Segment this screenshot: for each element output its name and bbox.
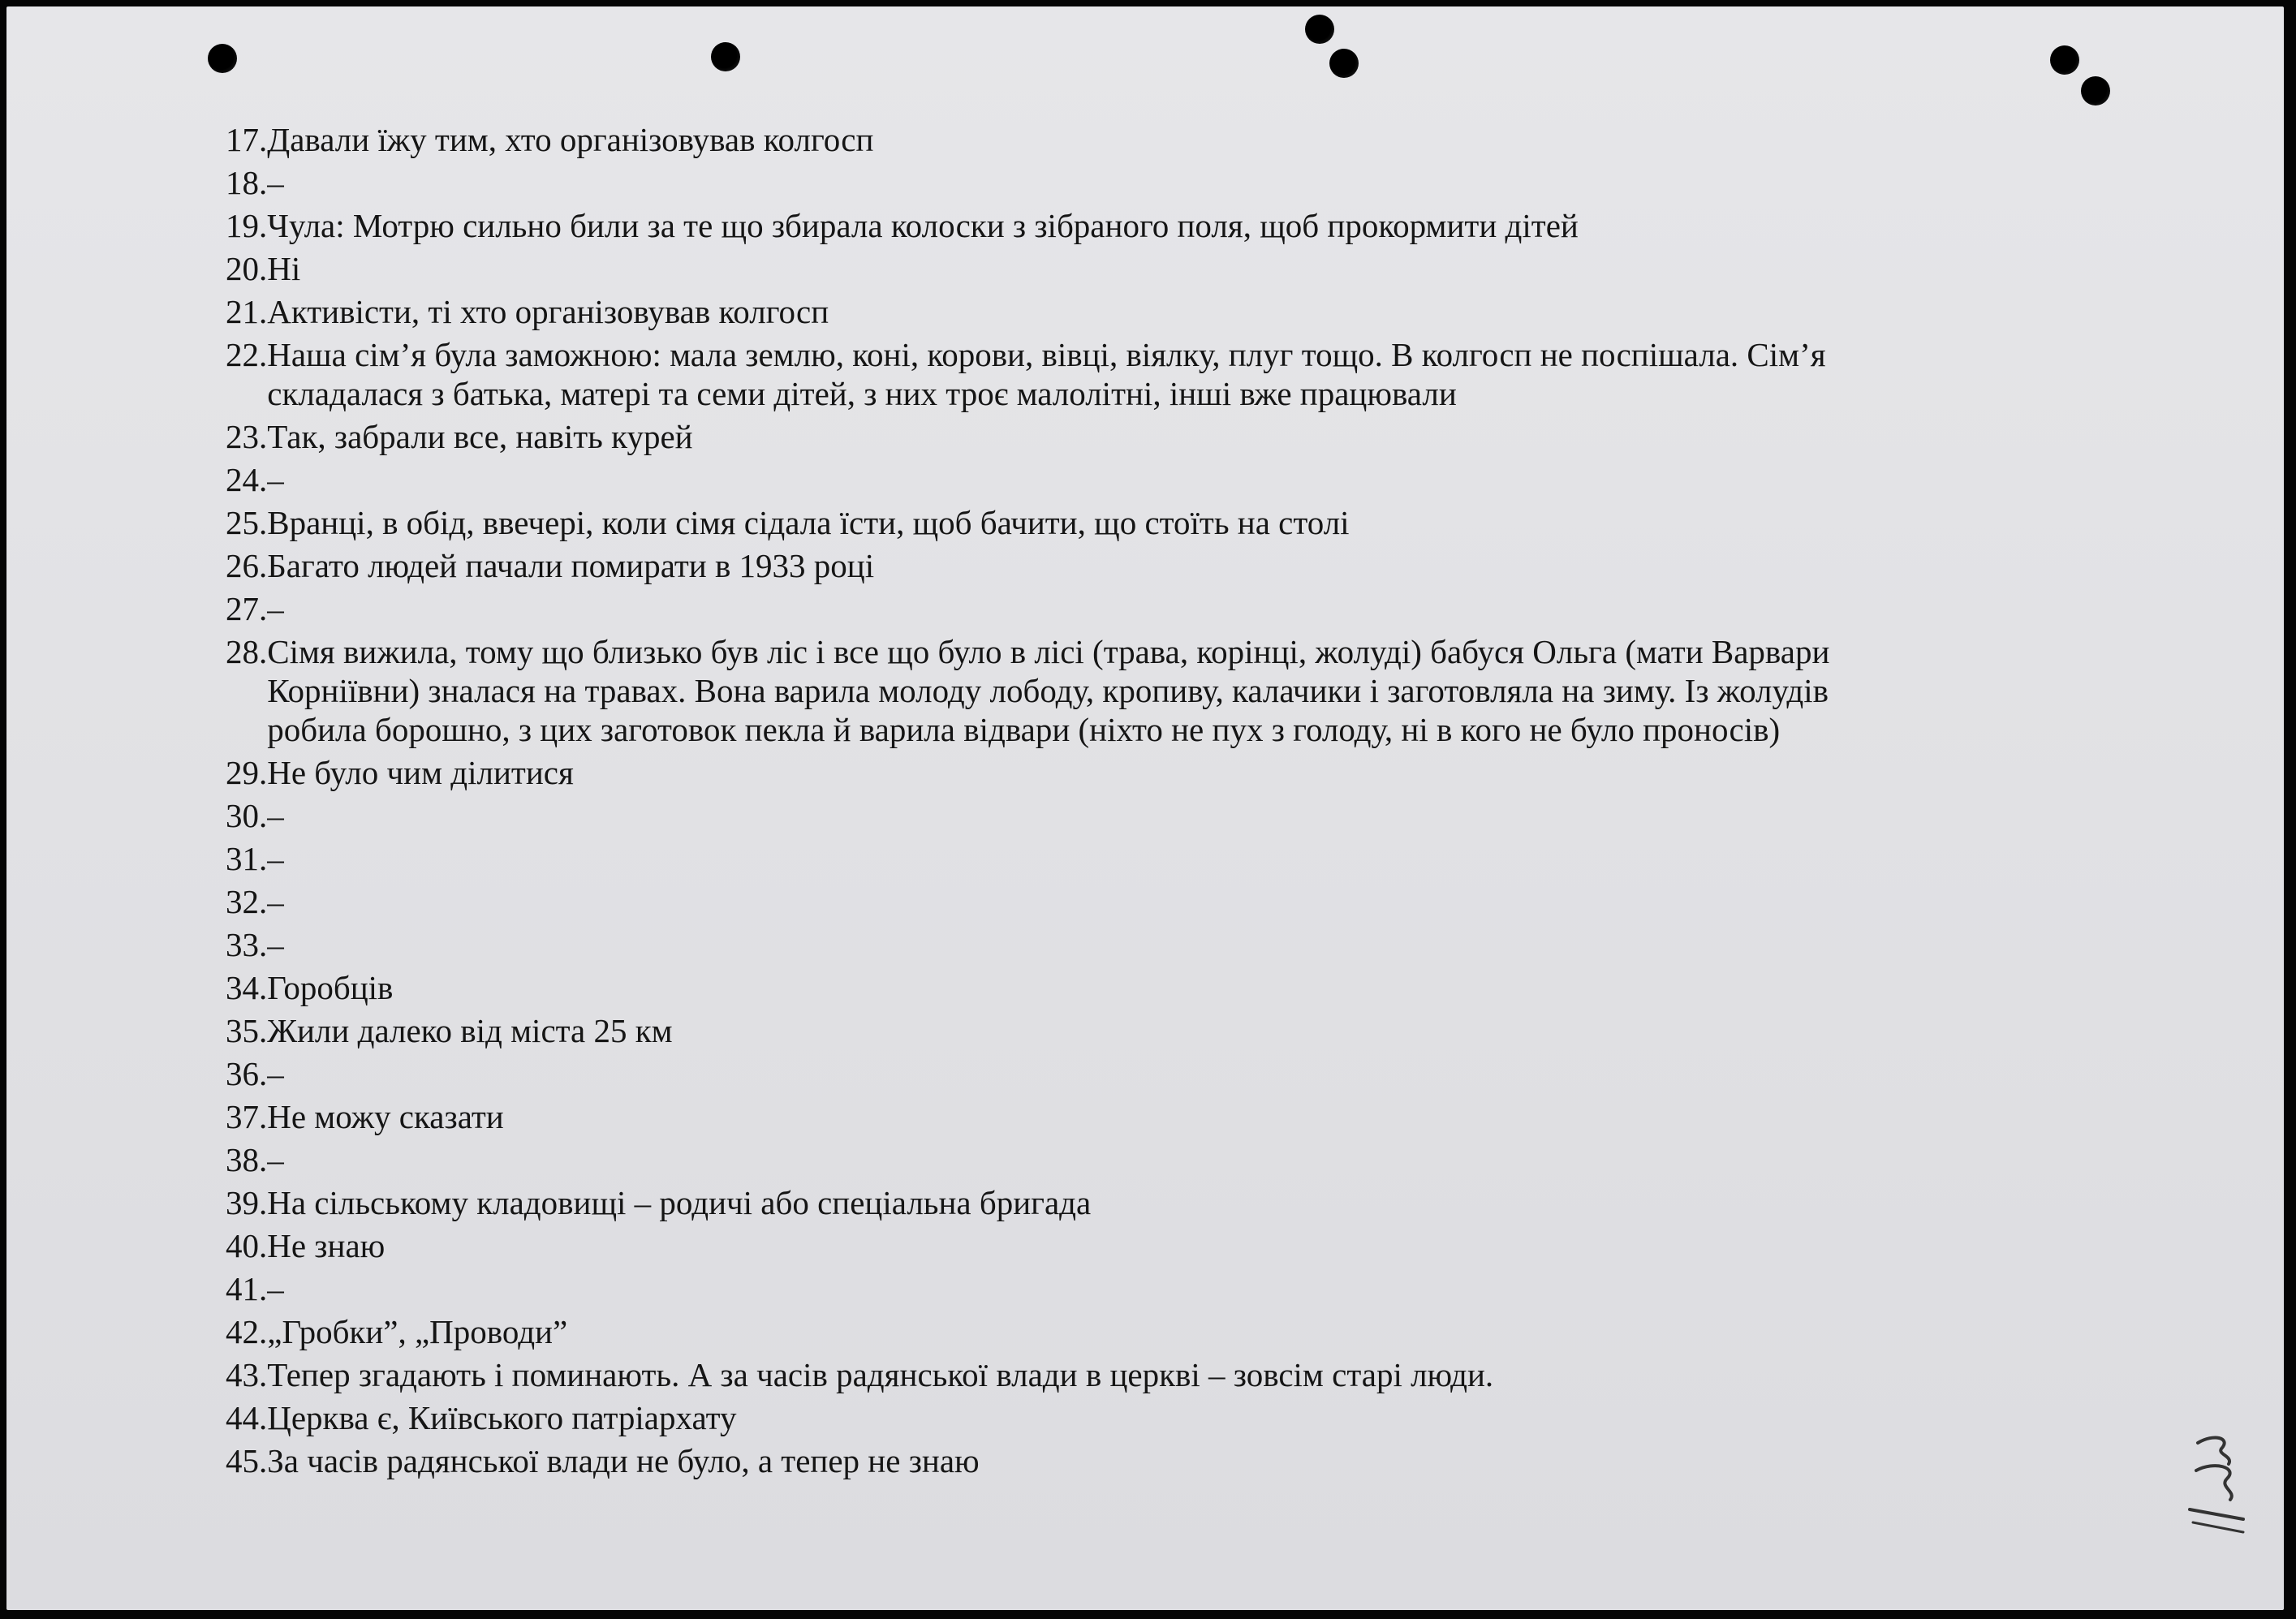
handwritten-page-number bbox=[2165, 1419, 2263, 1540]
answer-text: – bbox=[267, 1055, 284, 1092]
answer-text: Не знаю bbox=[267, 1227, 386, 1264]
answer-text: Тепер згадають і поминають. А за часів радянської влади в церкві – зовсім старі люди. bbox=[267, 1356, 1494, 1393]
answer-item bbox=[226, 460, 2141, 499]
answer-text: Не можу сказати bbox=[267, 1098, 504, 1135]
answer-text: – bbox=[267, 840, 284, 877]
answer-item bbox=[226, 1054, 2141, 1093]
answer-item bbox=[226, 1312, 2141, 1351]
answer-number: 29. bbox=[226, 754, 268, 791]
punch-hole bbox=[208, 44, 237, 73]
answer-item bbox=[226, 292, 2141, 331]
answer-item bbox=[226, 1011, 2141, 1050]
answer-text: Церква є, Київського патріархату bbox=[267, 1399, 737, 1436]
answer-number: 35. bbox=[226, 1012, 268, 1049]
paper-sheet bbox=[6, 6, 2284, 1610]
answer-number: 27. bbox=[226, 590, 268, 627]
answer-text: Давали їжу тим, хто організовував колгосп bbox=[267, 121, 874, 158]
answer-item bbox=[226, 1097, 2141, 1136]
answer-item bbox=[226, 1355, 2141, 1394]
answer-number: 36. bbox=[226, 1055, 268, 1092]
answer-number: 23. bbox=[226, 418, 268, 455]
punch-hole bbox=[2081, 76, 2110, 105]
answer-text: – bbox=[267, 797, 284, 834]
answer-text: – bbox=[267, 1141, 284, 1178]
questionnaire-answers bbox=[226, 120, 2141, 1484]
answer-text-line: Корніївни) зналася на травах. Вона варила молоду лободу, кропиву, калачики і заготовляла на зиму. Із жолудів bbox=[267, 672, 1829, 709]
answer-text: Не було чим ділитися bbox=[267, 754, 574, 791]
answer-item bbox=[226, 839, 2141, 878]
answer-number: 20. bbox=[226, 250, 268, 287]
answer-text: За часів радянської влади не було, а тепер не знаю bbox=[267, 1442, 980, 1479]
answer-text: Жили далеко від міста 25 км bbox=[267, 1012, 673, 1049]
answer-text: – bbox=[267, 883, 284, 920]
answer-text: Горобців bbox=[267, 969, 394, 1006]
answer-text: „Гробки”, „Проводи” bbox=[267, 1313, 568, 1350]
answer-item bbox=[226, 335, 2141, 413]
answer-number: 28. bbox=[226, 633, 268, 670]
answer-item bbox=[226, 968, 2141, 1007]
answer-item bbox=[226, 1441, 2141, 1480]
answer-number: 18. bbox=[226, 164, 268, 201]
answer-number: 40. bbox=[226, 1227, 268, 1264]
answer-text bbox=[267, 335, 2141, 413]
answer-number: 43. bbox=[226, 1356, 268, 1393]
answer-number: 42. bbox=[226, 1313, 268, 1350]
answer-number: 21. bbox=[226, 293, 268, 330]
answer-text-line: складалася з батька, матері та семи дітей, з них троє малолітні, інші вже працювали bbox=[267, 375, 1457, 412]
answer-item bbox=[226, 589, 2141, 628]
answer-text-line: робила борошно, з цих заготовок пекла й варила відвари (ніхто не пух з голоду, ні в кого не було проносів) bbox=[267, 711, 1781, 748]
answer-item bbox=[226, 546, 2141, 585]
answer-item bbox=[226, 1140, 2141, 1179]
answer-number: 30. bbox=[226, 797, 268, 834]
answer-number: 45. bbox=[226, 1442, 268, 1479]
answer-text-line: Сімя вижила, тому що близько був ліс і все що було в лісі (трава, корінці, жолуді) бабуся Ольга (мати Варвари bbox=[267, 633, 1830, 670]
punch-hole bbox=[1329, 49, 1359, 78]
answer-number: 31. bbox=[226, 840, 268, 877]
answer-item bbox=[226, 120, 2141, 159]
answer-item bbox=[226, 1269, 2141, 1308]
answer-item bbox=[226, 1226, 2141, 1265]
answer-item bbox=[226, 206, 2141, 245]
answer-number: 33. bbox=[226, 926, 268, 963]
answer-item bbox=[226, 925, 2141, 964]
punch-hole bbox=[2050, 45, 2079, 75]
answer-item bbox=[226, 796, 2141, 835]
answer-item bbox=[226, 753, 2141, 792]
answer-number: 44. bbox=[226, 1399, 268, 1436]
answer-text: Багато людей пачали помирати в 1933 році bbox=[267, 547, 875, 584]
answer-item bbox=[226, 417, 2141, 456]
answer-number: 22. bbox=[226, 336, 268, 373]
answer-item bbox=[226, 1183, 2141, 1222]
punch-hole bbox=[1305, 15, 1334, 44]
answer-text: Чула: Мотрю сильно били за те що збирала колоски з зібраного поля, щоб прокормити дітей bbox=[267, 207, 1579, 244]
answer-text: – bbox=[267, 164, 284, 201]
answer-item bbox=[226, 632, 2141, 749]
answer-text: – bbox=[267, 926, 284, 963]
answer-text: – bbox=[267, 1270, 284, 1307]
answer-text: Так, забрали все, навіть курей bbox=[267, 418, 693, 455]
answer-number: 25. bbox=[226, 504, 268, 541]
answer-number: 39. bbox=[226, 1184, 268, 1221]
answer-number: 37. bbox=[226, 1098, 268, 1135]
answer-number: 26. bbox=[226, 547, 268, 584]
answer-number: 24. bbox=[226, 461, 268, 498]
answer-number: 38. bbox=[226, 1141, 268, 1178]
answer-number: 41. bbox=[226, 1270, 268, 1307]
answer-number: 19. bbox=[226, 207, 268, 244]
answer-text: – bbox=[267, 590, 284, 627]
answer-text-line: Наша сім’я була заможною: мала землю, коні, корови, вівці, віялку, плуг тощо. В колгосп не поспішала. Сім’я bbox=[267, 336, 1826, 373]
answer-item bbox=[226, 882, 2141, 921]
answer-text: Вранці, в обід, ввечері, коли сімя сідала їсти, щоб бачити, що стоїть на столі bbox=[267, 504, 1350, 541]
answer-item bbox=[226, 249, 2141, 288]
answer-item bbox=[226, 1398, 2141, 1437]
answer-text bbox=[267, 632, 2141, 749]
answer-text: – bbox=[267, 461, 284, 498]
answer-item bbox=[226, 163, 2141, 202]
answer-text: Активісти, ті хто організовував колгосп bbox=[267, 293, 829, 330]
answer-number: 34. bbox=[226, 969, 268, 1006]
punch-hole bbox=[711, 42, 740, 71]
answer-number: 32. bbox=[226, 883, 268, 920]
answer-text: Ні bbox=[267, 250, 301, 287]
answer-number: 17. bbox=[226, 121, 268, 158]
answer-text: На сільському кладовищі – родичі або спеціальна бригада bbox=[267, 1184, 1092, 1221]
answer-item bbox=[226, 503, 2141, 542]
